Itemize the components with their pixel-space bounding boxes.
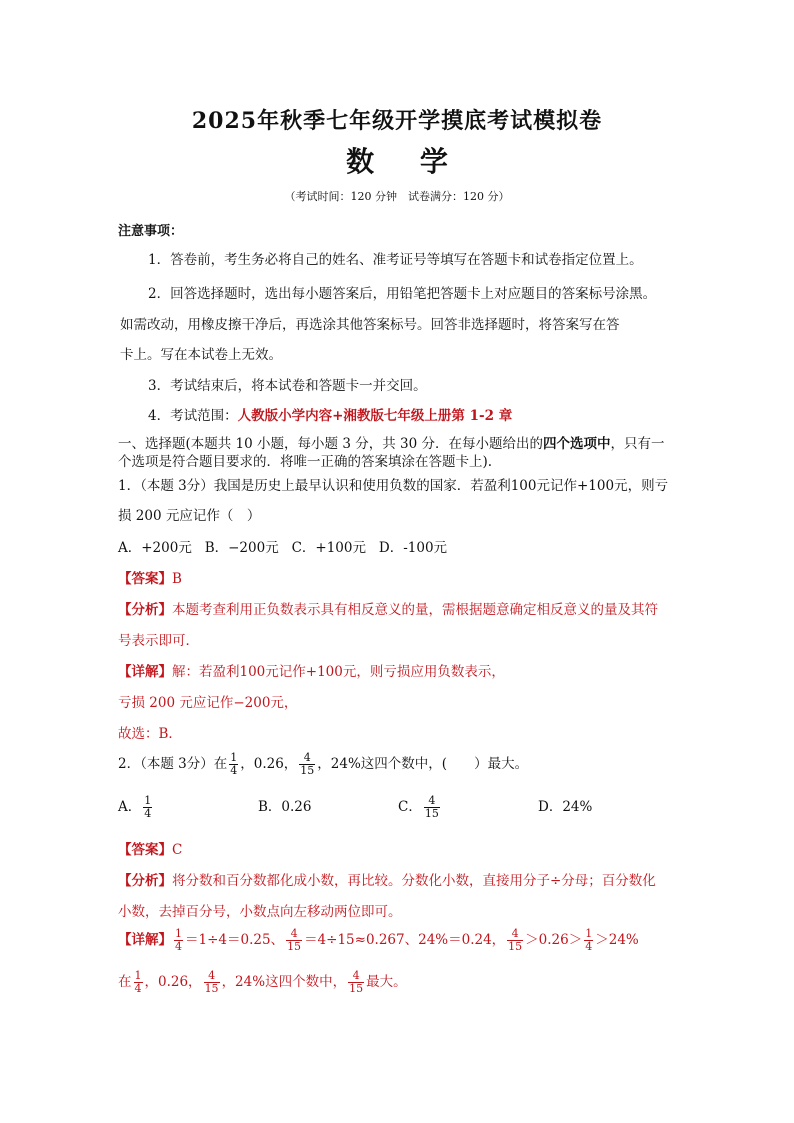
notice-heading: 注意事项：: [118, 224, 184, 239]
exam-title: 2025年秋季七年级开学摸底考试模拟卷: [191, 108, 603, 134]
q2-analysis-cont: 小数，去掉百分号，小数点向左移动两位即可。: [118, 904, 402, 920]
q1-analysis: [118, 598, 658, 618]
q1-options: [118, 536, 447, 556]
q1-detail-line2: 亏损 200 元应记作−200元，: [118, 695, 298, 711]
q2-option-c: C． $\frac{4}{15}$: [398, 794, 439, 820]
q1-analysis-text: 本题考查利用正负数表示具有相反意义的量，需根据题意确定相反意义的量及其符: [172, 602, 658, 618]
q1-answer: [118, 567, 182, 587]
scope-label: 4．考试范围：: [148, 408, 238, 424]
scope-value: 人教版小学内容+湘教版七年级上册第 1-2 章: [237, 408, 513, 424]
q2-answer-label: 【答案】: [118, 842, 172, 858]
q2-option-b: B．0.26: [258, 799, 312, 815]
q2-option-d: D．24%: [538, 799, 593, 815]
q2-analysis-label: 【分析】: [118, 873, 172, 889]
q2-answer: [118, 838, 182, 858]
q1-stem-cont: 损 200 元应记作（ ）: [118, 508, 261, 524]
fraction-1-4: $\frac{1}{4}$: [230, 751, 238, 777]
q2-detail-conclusion: 在 $\frac{1}{4}$ ，0.26， $\frac{4}{15}$ ，24%这四个数中， $\frac{4}{15}$ 最大。: [118, 969, 407, 995]
q1-detail-line3: 故选：B．: [118, 726, 182, 742]
q2-detail-label: 【详解】: [118, 932, 172, 948]
notice-item-2: 2．回答选择题时，选出每小题答案后，用铅笔把答题卡上对应题目的答案标号涂黑。: [148, 286, 657, 302]
q2-analysis-text: 将分数和百分数都化成小数，再比较。分数化小数，直接用分子÷分母；百分数化: [172, 873, 656, 889]
q1-detail: [118, 660, 505, 680]
q2-analysis: [118, 869, 656, 889]
q1-detail-text: 解：若盈利100元记作+100元，则亏损应用负数表示，: [172, 664, 505, 680]
q1-option-c: C．+100元: [291, 540, 366, 556]
exam-meta: （考试时间：120 分钟 试卷满分：120 分）: [284, 190, 510, 203]
q1-detail-label: 【详解】: [118, 664, 172, 680]
q1-answer-value: B: [172, 571, 182, 587]
fraction-4-15: $\frac{4}{15}$: [300, 751, 315, 777]
subject-title: 数 学: [346, 145, 466, 178]
q2-option-a: A． $\frac{1}{4}$: [118, 794, 152, 820]
q2-options: [118, 795, 592, 820]
section-heading-part1: 一、选择题(本题共 10 小题，每小题 3 分，共 30 分．在每小题给出的: [118, 436, 543, 452]
q1-analysis-cont: 号表示即可．: [118, 633, 199, 649]
q2-stem-part3: ，24%这四个数中，( ）最大。: [317, 756, 529, 772]
section-heading: [118, 432, 664, 452]
q1-option-b: B．−200元: [204, 540, 279, 556]
notice-item-2-cont2: 卡上。写在本试卷上无效。: [120, 347, 282, 363]
notice-item-3: 3．考试结束后，将本试卷和答题卡一并交回。: [148, 378, 427, 394]
notice-item-2-cont: 如需改动，用橡皮擦干净后，再选涂其他答案标号。回答非选择题时，将答案写在答: [120, 317, 620, 333]
q2-stem-part1: 2．（本题 3分）在: [118, 756, 228, 772]
section-heading-cont: 个选项是符合题目要求的．将唯一正确的答案填涂在答题卡上).: [118, 454, 493, 470]
q1-analysis-label: 【分析】: [118, 602, 172, 618]
q1-option-d: D．-100元: [378, 540, 448, 556]
q2-answer-value: C: [172, 842, 183, 858]
q2-detail: 【详解】 $\frac{1}{4}$ ＝1÷4＝0.25、 $\frac{4}{15}$ ＝4÷15≈0.267、24%＝0.24， $\frac{4}{15}$ ＞0.26＞ $\frac{1}{4}$ ＞24%: [118, 927, 639, 953]
q1-stem: 1．（本题 3分）我国是历史上最早认识和使用负数的国家．若盈利100元记作+100元，则亏: [118, 478, 669, 494]
q2-stem: [118, 752, 528, 777]
q1-answer-label: 【答案】: [118, 571, 172, 587]
notice-item-1: 1．答卷前，考生务必将自己的姓名、准考证号等填写在答题卡和试卷指定位置上。: [148, 252, 643, 268]
section-heading-part3: ，只有一: [610, 436, 665, 452]
q1-option-a: A．+200元: [118, 540, 192, 556]
q2-stem-part2: ，0.26，: [240, 756, 298, 772]
notice-item-4: [148, 404, 512, 424]
section-heading-emphasis: 四个选项中: [542, 436, 611, 452]
